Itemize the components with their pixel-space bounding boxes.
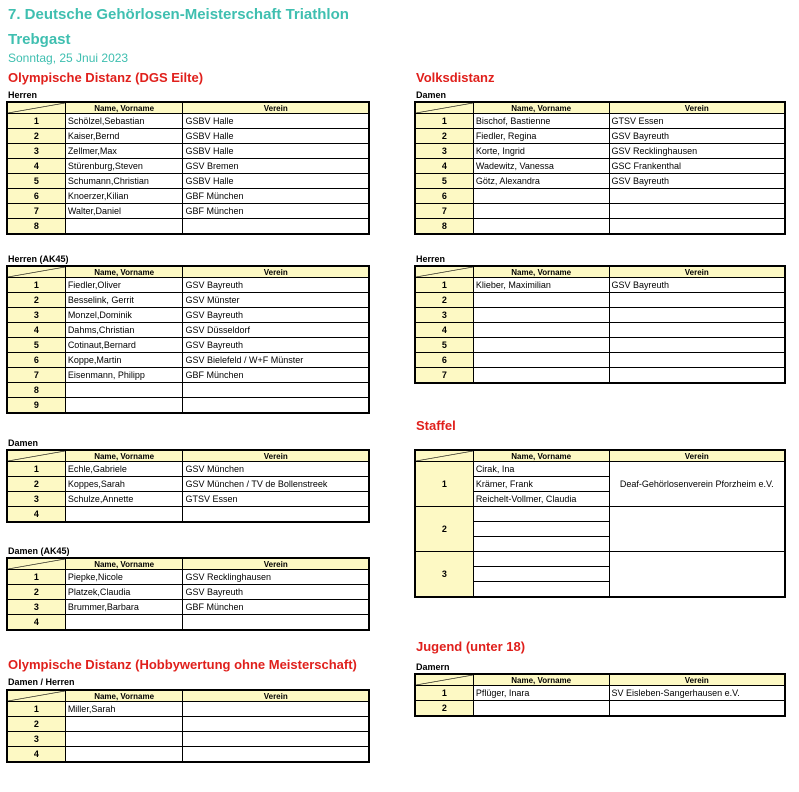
results-table: [6, 557, 370, 631]
verein-cell: [609, 293, 785, 308]
table-row: [7, 278, 369, 293]
rank-cell: 4: [415, 323, 473, 338]
table-row: [415, 552, 785, 567]
rank-cell: 8: [7, 219, 65, 235]
rank-cell: 4: [415, 159, 473, 174]
results-table: [414, 265, 786, 384]
name-cell: Dahms,Christian: [65, 323, 183, 338]
rank-cell: 3: [415, 144, 473, 159]
name-cell: Cotinaut,Bernard: [65, 338, 183, 353]
section-volks-title: Volksdistanz: [416, 70, 495, 85]
verein-cell: GSV Bayreuth: [609, 129, 785, 144]
verein-cell: GSV Recklinghausen: [609, 144, 785, 159]
rank-header-cell: [7, 558, 65, 570]
verein-cell: [183, 717, 369, 732]
rank-cell: 3: [7, 144, 65, 159]
group-label: Damern: [416, 662, 450, 672]
name-cell: [473, 701, 609, 717]
rank-cell: 7: [415, 204, 473, 219]
rank-header-cell: [415, 266, 473, 278]
rank-cell: 8: [7, 383, 65, 398]
verein-cell: SV Eisleben-Sangerhausen e.V.: [609, 686, 785, 701]
name-cell: [473, 323, 609, 338]
results-table: [6, 689, 370, 763]
name-cell: Klieber, Maximilian: [473, 278, 609, 293]
table-row: [415, 144, 785, 159]
table-row: [7, 353, 369, 368]
verein-cell: GTSV Essen: [609, 114, 785, 129]
table-row: [415, 129, 785, 144]
table-header: [415, 674, 785, 686]
rank-cell: 9: [7, 398, 65, 414]
name-cell: Monzel,Dominik: [65, 308, 183, 323]
rank-cell: 2: [415, 293, 473, 308]
table-header: [415, 266, 785, 278]
rank-header-cell: [7, 690, 65, 702]
member-cell: [473, 567, 609, 582]
name-cell: [473, 204, 609, 219]
rank-cell: 4: [7, 615, 65, 631]
table-row: [7, 732, 369, 747]
table-row: [7, 477, 369, 492]
verein-cell: [609, 552, 785, 598]
verein-cell: [609, 308, 785, 323]
table-header: [7, 102, 369, 114]
verein-cell: GSV Münster: [183, 293, 369, 308]
verein-header: Verein: [183, 102, 369, 114]
verein-cell: GSV Bielefeld / W+F Münster: [183, 353, 369, 368]
group-label: Damen: [8, 438, 39, 448]
table-row: [7, 717, 369, 732]
table-header: [7, 266, 369, 278]
verein-cell: [609, 338, 785, 353]
verein-header: Verein: [183, 450, 369, 462]
group-label: Herren (AK45): [8, 254, 69, 264]
table-row: [7, 747, 369, 763]
section-jugend-title: Jugend (unter 18): [416, 639, 526, 654]
table-row: [7, 398, 369, 414]
rank-cell: 1: [7, 570, 65, 585]
member-cell: [473, 507, 609, 522]
rank-header-cell: [415, 450, 473, 462]
rank-cell: 4: [7, 747, 65, 763]
verein-cell: [183, 702, 369, 717]
table-row: [7, 129, 369, 144]
verein-header: Verein: [609, 674, 785, 686]
verein-cell: [183, 507, 369, 523]
rank-cell: 3: [7, 492, 65, 507]
table-row: [7, 615, 369, 631]
table-row: [415, 219, 785, 235]
name-header: Name, Vorname: [473, 102, 609, 114]
verein-cell: GSV Düsseldorf: [183, 323, 369, 338]
verein-cell: GSV Bremen: [183, 159, 369, 174]
name-cell: Zellmer,Max: [65, 144, 183, 159]
table-row: [7, 570, 369, 585]
table-row: [415, 368, 785, 384]
name-cell: Götz, Alexandra: [473, 174, 609, 189]
verein-cell: GSV Bayreuth: [183, 585, 369, 600]
member-cell: Krämer, Frank: [473, 477, 609, 492]
rank-cell: 7: [7, 368, 65, 383]
table-row: [7, 114, 369, 129]
name-cell: Koppe,Martin: [65, 353, 183, 368]
rank-cell: 6: [415, 189, 473, 204]
rank-cell: 3: [415, 308, 473, 323]
verein-cell: GBF München: [183, 204, 369, 219]
verein-cell: GBF München: [183, 368, 369, 383]
verein-cell: [183, 732, 369, 747]
event-location: Trebgast: [8, 31, 71, 48]
name-cell: [473, 189, 609, 204]
relay-table: [414, 449, 786, 598]
table-row: [7, 585, 369, 600]
table-header: [415, 450, 785, 462]
name-cell: Miller,Sarah: [65, 702, 183, 717]
rank-cell: 7: [7, 204, 65, 219]
rank-cell: 7: [415, 368, 473, 384]
verein-cell: [609, 204, 785, 219]
verein-cell: GSV Bayreuth: [609, 174, 785, 189]
name-header: Name, Vorname: [473, 674, 609, 686]
rank-cell: 1: [415, 114, 473, 129]
verein-cell: GSV Bayreuth: [609, 278, 785, 293]
name-cell: Schulze,Annette: [65, 492, 183, 507]
verein-header: Verein: [183, 266, 369, 278]
name-header: Name, Vorname: [473, 450, 609, 462]
rank-cell: 1: [7, 114, 65, 129]
member-cell: [473, 522, 609, 537]
table-row: [415, 159, 785, 174]
name-cell: Brummer,Barbara: [65, 600, 183, 615]
member-cell: Reichelt-Vollmer, Claudia: [473, 492, 609, 507]
rank-cell: 6: [7, 189, 65, 204]
rank-header-cell: [7, 450, 65, 462]
name-cell: Fiedler,Oliver: [65, 278, 183, 293]
table-row: [7, 368, 369, 383]
rank-cell: 2: [7, 293, 65, 308]
verein-cell: [183, 219, 369, 235]
table-row: [7, 323, 369, 338]
verein-cell: [183, 747, 369, 763]
rank-cell: 5: [7, 338, 65, 353]
rank-cell: 1: [415, 278, 473, 293]
rank-cell: 1: [7, 278, 65, 293]
verein-cell: GSV Bayreuth: [183, 338, 369, 353]
table-row: [415, 507, 785, 522]
name-header: Name, Vorname: [473, 266, 609, 278]
table-row: [7, 507, 369, 523]
group-label: Herren: [8, 90, 38, 100]
rank-header-cell: [415, 674, 473, 686]
rank-cell: 1: [415, 686, 473, 701]
verein-cell: GSV Recklinghausen: [183, 570, 369, 585]
verein-cell: GSBV Halle: [183, 129, 369, 144]
name-cell: Schölzel,Sebastian: [65, 114, 183, 129]
verein-cell: [609, 368, 785, 384]
table-row: [7, 159, 369, 174]
table-row: [415, 293, 785, 308]
verein-cell: [609, 323, 785, 338]
rank-cell: 2: [415, 129, 473, 144]
section-staffel-title: Staffel: [416, 418, 456, 433]
table-row: [415, 323, 785, 338]
name-cell: [473, 308, 609, 323]
results-table: [6, 101, 370, 235]
table-row: [7, 189, 369, 204]
name-cell: [65, 507, 183, 523]
verein-cell: GSBV Halle: [183, 114, 369, 129]
verein-cell: [183, 615, 369, 631]
member-cell: [473, 537, 609, 552]
rank-cell: 1: [7, 462, 65, 477]
rank-cell: 5: [415, 174, 473, 189]
table-row: [7, 462, 369, 477]
rank-header-cell: [7, 266, 65, 278]
name-cell: [473, 353, 609, 368]
name-cell: [65, 398, 183, 414]
name-cell: Stürenburg,Steven: [65, 159, 183, 174]
rank-cell: 2: [415, 701, 473, 717]
verein-cell: GSV Bayreuth: [183, 278, 369, 293]
verein-cell: [609, 701, 785, 717]
name-cell: Eisenmann, Philipp: [65, 368, 183, 383]
name-cell: [473, 293, 609, 308]
verein-header: Verein: [183, 558, 369, 570]
table-row: [7, 144, 369, 159]
table-header: [7, 690, 369, 702]
verein-cell: GSC Frankenthal: [609, 159, 785, 174]
name-header: Name, Vorname: [65, 102, 183, 114]
table-row: [7, 383, 369, 398]
verein-cell: GSBV Halle: [183, 144, 369, 159]
verein-cell: GSV Bayreuth: [183, 308, 369, 323]
rank-cell: 5: [7, 174, 65, 189]
table-row: [415, 462, 785, 477]
rank-cell: 2: [7, 717, 65, 732]
rank-cell: 3: [7, 732, 65, 747]
name-cell: Besselink, Gerrit: [65, 293, 183, 308]
rank-cell: 3: [7, 600, 65, 615]
group-label: Damen / Herren: [8, 677, 75, 687]
name-cell: [65, 383, 183, 398]
table-row: [7, 338, 369, 353]
table-header: [7, 450, 369, 462]
table-row: [7, 702, 369, 717]
member-cell: Cirak, Ina: [473, 462, 609, 477]
rank-cell: 6: [415, 353, 473, 368]
section-olympic-title: Olympische Distanz (DGS Eilte): [8, 70, 204, 85]
group-label: Herren: [416, 254, 446, 264]
name-header: Name, Vorname: [65, 450, 183, 462]
rank-header-cell: [415, 102, 473, 114]
name-cell: [65, 717, 183, 732]
name-cell: Koppes,Sarah: [65, 477, 183, 492]
name-cell: Wadewitz, Vanessa: [473, 159, 609, 174]
verein-cell: [183, 398, 369, 414]
event-date: Sonntag, 25 Jnui 2023: [8, 51, 129, 65]
rank-cell: 6: [7, 353, 65, 368]
verein-cell: GSV München / TV de Bollenstreek: [183, 477, 369, 492]
rank-cell: 3: [7, 308, 65, 323]
rank-cell: 2: [7, 129, 65, 144]
results-table: [6, 449, 370, 523]
table-row: [7, 492, 369, 507]
table-row: [415, 353, 785, 368]
table-row: [415, 701, 785, 717]
verein-header: Verein: [609, 102, 785, 114]
table-row: [7, 308, 369, 323]
name-cell: [65, 615, 183, 631]
section-hobby-title: Olympische Distanz (Hobbywertung ohne Meisterschaft): [8, 657, 357, 672]
name-cell: Bischof, Bastienne: [473, 114, 609, 129]
verein-cell: GSV München: [183, 462, 369, 477]
verein-cell: GSBV Halle: [183, 174, 369, 189]
results-table: [414, 101, 786, 235]
table-row: [7, 293, 369, 308]
name-cell: Platzek,Claudia: [65, 585, 183, 600]
table-header: [415, 102, 785, 114]
verein-header: Verein: [609, 266, 785, 278]
rank-cell: 2: [7, 585, 65, 600]
table-row: [7, 174, 369, 189]
results-table: [6, 265, 370, 414]
name-cell: Walter,Daniel: [65, 204, 183, 219]
table-row: [7, 204, 369, 219]
page-title: 7. Deutsche Gehörlosen-Meisterschaft Triathlon: [8, 6, 349, 23]
table-header: [7, 558, 369, 570]
name-cell: [65, 732, 183, 747]
table-row: [415, 189, 785, 204]
verein-cell: [609, 219, 785, 235]
rank-cell: 8: [415, 219, 473, 235]
name-cell: Echle,Gabriele: [65, 462, 183, 477]
rank-cell: 5: [415, 338, 473, 353]
rank-cell: 2: [415, 507, 473, 552]
verein-cell: GTSV Essen: [183, 492, 369, 507]
name-cell: [65, 747, 183, 763]
name-cell: Knoerzer,Kilian: [65, 189, 183, 204]
rank-cell: 3: [415, 552, 473, 598]
table-row: [415, 204, 785, 219]
name-header: Name, Vorname: [65, 266, 183, 278]
rank-cell: 4: [7, 159, 65, 174]
name-cell: Schumann,Christian: [65, 174, 183, 189]
results-table: [414, 673, 786, 717]
name-cell: Piepke,Nicole: [65, 570, 183, 585]
verein-cell: [609, 189, 785, 204]
name-cell: Pflüger, Inara: [473, 686, 609, 701]
rank-cell: 1: [415, 462, 473, 507]
verein-cell: GBF München: [183, 600, 369, 615]
table-row: [415, 338, 785, 353]
name-cell: [65, 219, 183, 235]
table-row: [415, 308, 785, 323]
name-cell: [473, 338, 609, 353]
verein-cell: Deaf-Gehörlosenverein Pforzheim e.V.: [609, 462, 785, 507]
member-cell: [473, 552, 609, 567]
table-row: [415, 686, 785, 701]
name-header: Name, Vorname: [65, 690, 183, 702]
rank-header-cell: [7, 102, 65, 114]
table-row: [7, 219, 369, 235]
name-cell: [473, 219, 609, 235]
verein-header: Verein: [183, 690, 369, 702]
verein-cell: GBF München: [183, 189, 369, 204]
name-cell: [473, 368, 609, 384]
name-header: Name, Vorname: [65, 558, 183, 570]
member-cell: [473, 582, 609, 598]
rank-cell: 4: [7, 507, 65, 523]
name-cell: Korte, Ingrid: [473, 144, 609, 159]
verein-cell: [183, 383, 369, 398]
verein-header: Verein: [609, 450, 785, 462]
name-cell: Kaiser,Bernd: [65, 129, 183, 144]
verein-cell: [609, 353, 785, 368]
table-row: [7, 600, 369, 615]
verein-cell: [609, 507, 785, 552]
group-label: Damen: [416, 90, 447, 100]
group-label: Damen (AK45): [8, 546, 70, 556]
table-row: [415, 174, 785, 189]
table-row: [415, 278, 785, 293]
rank-cell: 4: [7, 323, 65, 338]
name-cell: Fiedler, Regina: [473, 129, 609, 144]
rank-cell: 1: [7, 702, 65, 717]
table-row: [415, 114, 785, 129]
rank-cell: 2: [7, 477, 65, 492]
